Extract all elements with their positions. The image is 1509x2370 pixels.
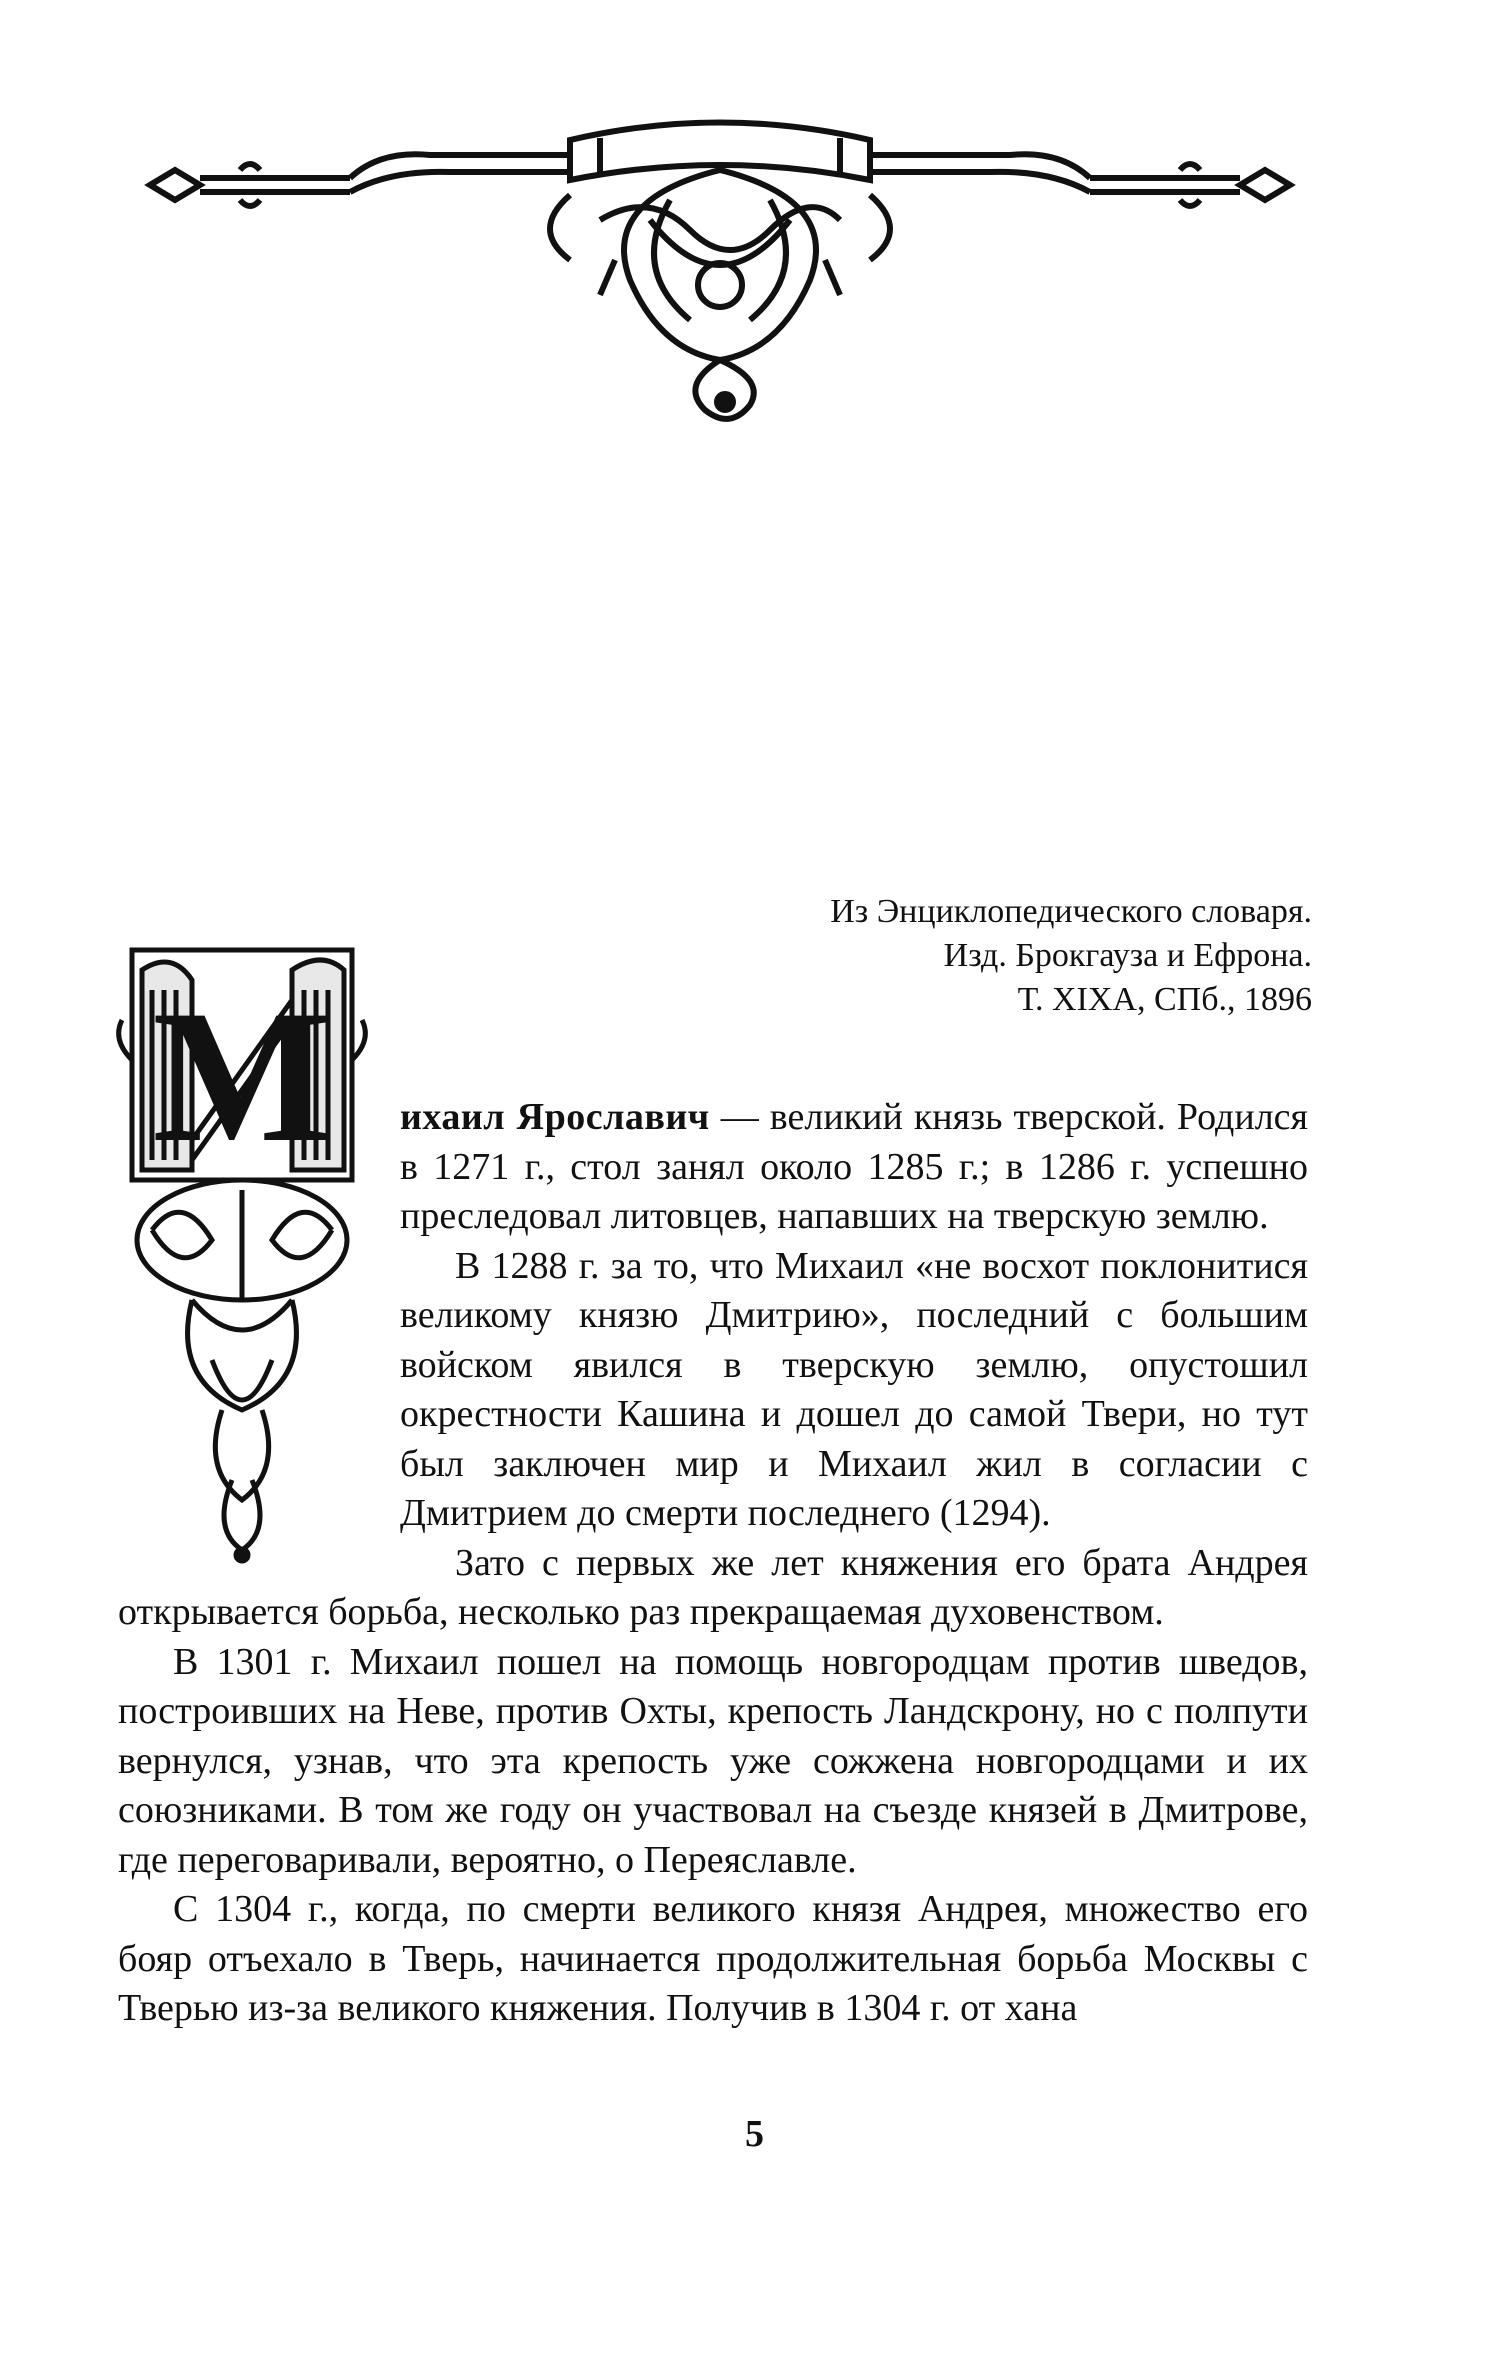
dropcap-letter: М xyxy=(152,972,332,1182)
ornamental-headpiece xyxy=(130,110,1310,430)
paragraph-3: Зато с первых же лет княжения его брата Андрея открывается борьба, несколько раз прекращаемая духовенством. xyxy=(118,1541,1308,1633)
paragraph-2: В 1288 г. за то, что Михаил «не восхот поклонитися великому князю Дмитрию», последний с большим войском явился в тверскую землю, опустошил окрестности Кашина и дошел до самой Твери, но тут был заключен мир и Михаил жил в согласии с Дмитрием до смерти последнего (1294). xyxy=(400,1244,1308,1534)
source-line-2: Изд. Брокгауза и Ефрона. xyxy=(943,937,1312,974)
source-line-3: Т. XIXA, СПб., 1896 xyxy=(1017,981,1312,1018)
source-line-1: Из Энциклопедического словаря. xyxy=(830,893,1312,930)
page-number: 5 xyxy=(745,2113,764,2155)
paragraph-5: С 1304 г., когда, по смерти великого князя Андрея, множество его бояр отъехало в Тверь, начинается продолжительная борьба Москвы с Тверью из-за великого княжения. Получив в 1304 г. от хана xyxy=(118,1888,1308,2029)
paragraph-1-lead: ихаил Ярославич xyxy=(400,1096,710,1138)
paragraph-4: В 1301 г. Михаил пошел на помощь новгородцам против шведов, построивших на Неве, против Охты, крепость Ландскрону, но с полпути вернулся, узнав, что эта крепость уже сожжена новгородцами и их союзниками. В том же году он участвовал на съезде князей в Дмитрове, где переговаривали, вероятно, о Переяславле. xyxy=(118,1640,1308,1881)
body-text xyxy=(118,1093,1308,2034)
paragraph-1 xyxy=(400,1093,1308,1242)
paragraph-1-rest: — великий князь тверской. Родился в 1271 г., стол занял около 1285 г.; в 1286 г. успешно преследовал литовцев, напавших на тверскую землю. xyxy=(400,1096,1308,1237)
dropcap-wrapped-block xyxy=(118,1093,1308,1539)
source-citation xyxy=(612,890,1312,1022)
